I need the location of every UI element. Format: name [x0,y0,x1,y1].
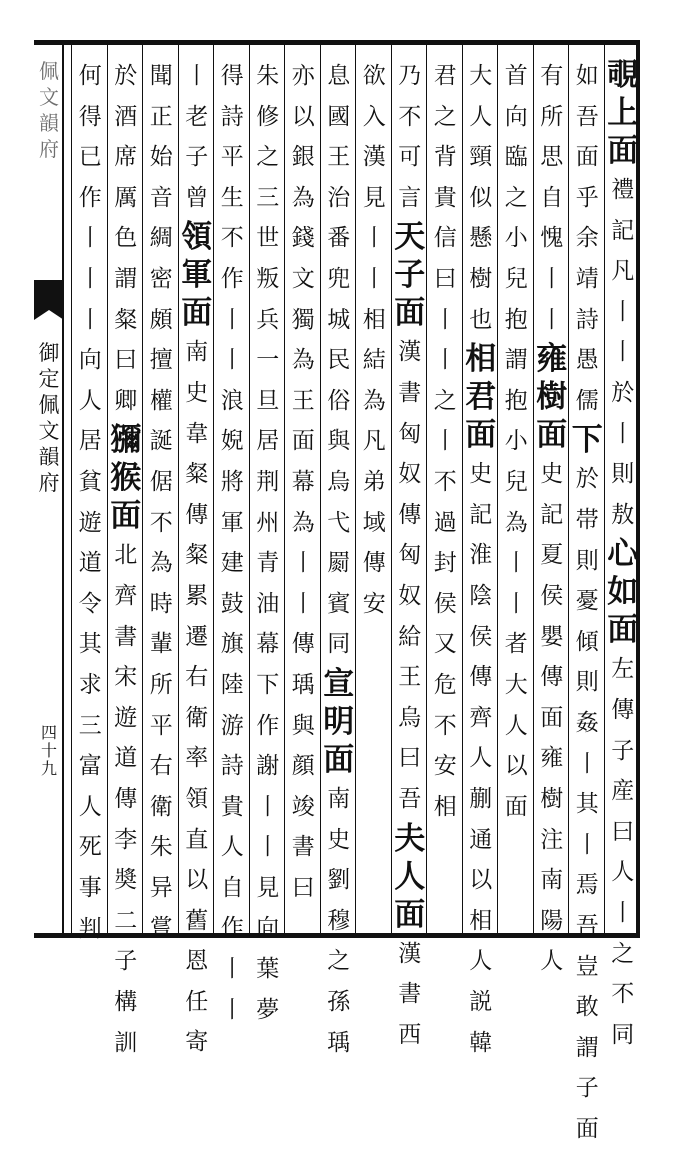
headword: 獼 猴 面 [110,422,142,535]
annotation-text: 如 吾 面 乎 余 靖 詩 愚 儒 [575,63,599,414]
text-column [534,56,570,975]
annotation-text: 域 傳 安 [362,509,386,617]
text-column [605,56,641,1048]
text-column [250,56,286,1023]
annotation-text: 南 史 劉 穆 之 孫 瑀 [327,786,351,1056]
text-column [286,56,322,926]
text-column [463,56,499,1056]
text-column [357,56,393,926]
annotation-text: 史 記 淮 陰 侯 傳 齊 人 蒯 通 以 相 人 説 韓 [469,461,493,1056]
text-column [179,56,215,1056]
headword: 宣 明 面 [323,666,355,778]
annotation-text: 謂 抱 小 兒 為 丨 丨 者 大 人 以 面 [504,347,528,820]
annotation-text: 乃 不 可 言 [398,63,422,211]
annotation-text: 於 帯 則 憂 傾 則 姦 [575,466,599,736]
annotation-text: 南 史 韋 粲 傳 粲 累 遷 右 衛 率 領 直 以 舊 恩 任 寄 [185,339,209,1056]
text-column [499,56,535,926]
annotation-text: 有 所 思 自 愧 丨 丨 [540,63,564,333]
text-column [392,56,428,1048]
annotation-text: 北 齊 書 宋 遊 道 傳 李 奬 二 子 構 訓 [114,542,138,1056]
headword: 下 [571,422,603,459]
margin-book-title-top: 佩文韻府 [39,59,59,161]
margin-book-title: 御定佩文韻府 [38,341,60,495]
margin-page-number: 四十九 [40,723,57,778]
annotation-text: 得 詩 平 生 不 作 丨 丨 浪 婗 將 軍 建 鼓 旗 陸 游 詩 貴 人 自 作 丨 丨 [220,63,244,1023]
annotation-text: 丨 其 丨 焉 吾 豈 敢 謂 子 面 [575,750,599,1142]
annotation-text: 傳 瑀 與 顔 竣 書 曰 [291,631,315,901]
text-column [570,56,606,1142]
annotation-text: 綢 密 頗 擅 權 誕 倨 不 為 時 輩 所 平 右 衛 朱 异 嘗 [149,225,173,942]
annotation-text: 聞 正 始 音 [149,63,173,211]
text-column [215,56,251,1023]
fish-tail-mark-icon [34,280,64,332]
headword: 心 如 面 [607,536,639,649]
text-column [428,56,464,926]
annotation-text: 何 得 已 作 丨 丨 丨 向 人 [78,63,102,414]
annotation-text: 於 酒 席 厲 色 謂 粲 曰 卿 [114,63,138,414]
annotation-text: 息 國 王 治 番 兜 城 民 俗 與 烏 弋 罽 賓 同 [327,63,351,658]
text-column [144,56,180,942]
annotation-text: 居 貧 遊 道 令 其 求 三 富 人 死 事 判 [78,428,102,942]
annotation-text: 禮 記 凡 丨 丨 於 丨 則 敖 [611,177,635,528]
headword: 雍 樹 面 [536,341,568,454]
headword: 夫 人 面 [394,820,426,933]
headword: 天 子 面 [394,219,426,332]
annotation-text: 大 人 頸 似 懸 樹 也 [469,63,493,333]
headword: 領 軍 面 [181,219,213,332]
annotation-text: 首 向 臨 之 小 兒 抱 [504,63,528,333]
annotation-text: 朱 修 之 三 世 叛 兵 一 旦 居 荆 州 青 油 幕 下 作 謝 丨 丨 見 向 葉 夢 [256,63,280,1023]
annotation-text: 左 傳 子 産 曰 人 丨 之 不 同 [611,656,635,1048]
annotation-text: 漢 書 匈 奴 傳 匈 奴 給 王 烏 曰 吾 [398,339,422,812]
annotation-text: 亦 以 銀 為 錢 文 獨 為 王 面 幕 為 丨 丨 [291,63,315,617]
annotation-text: 信 曰 丨 丨 之 丨 不 過 封 侯 又 危 不 安 相 [433,225,457,820]
annotation-text: 丨 老 子 曾 [185,63,209,211]
text-column [108,56,144,1056]
annotation-text: 欲 入 漢 見 丨 丨 相 結 為 凡 弟 [362,63,386,495]
annotation-text: 漢 書 西 [398,940,422,1048]
annotation-text: 史 記 夏 侯 嬰 傳 面 雍 樹 注 南 陽 人 [540,461,564,975]
text-column [321,56,357,1056]
annotation-text: 君 之 背 貴 [433,63,457,211]
headword: 覗 上 面 [607,57,639,169]
headword: 相 君 面 [465,341,497,454]
text-column [73,56,109,942]
